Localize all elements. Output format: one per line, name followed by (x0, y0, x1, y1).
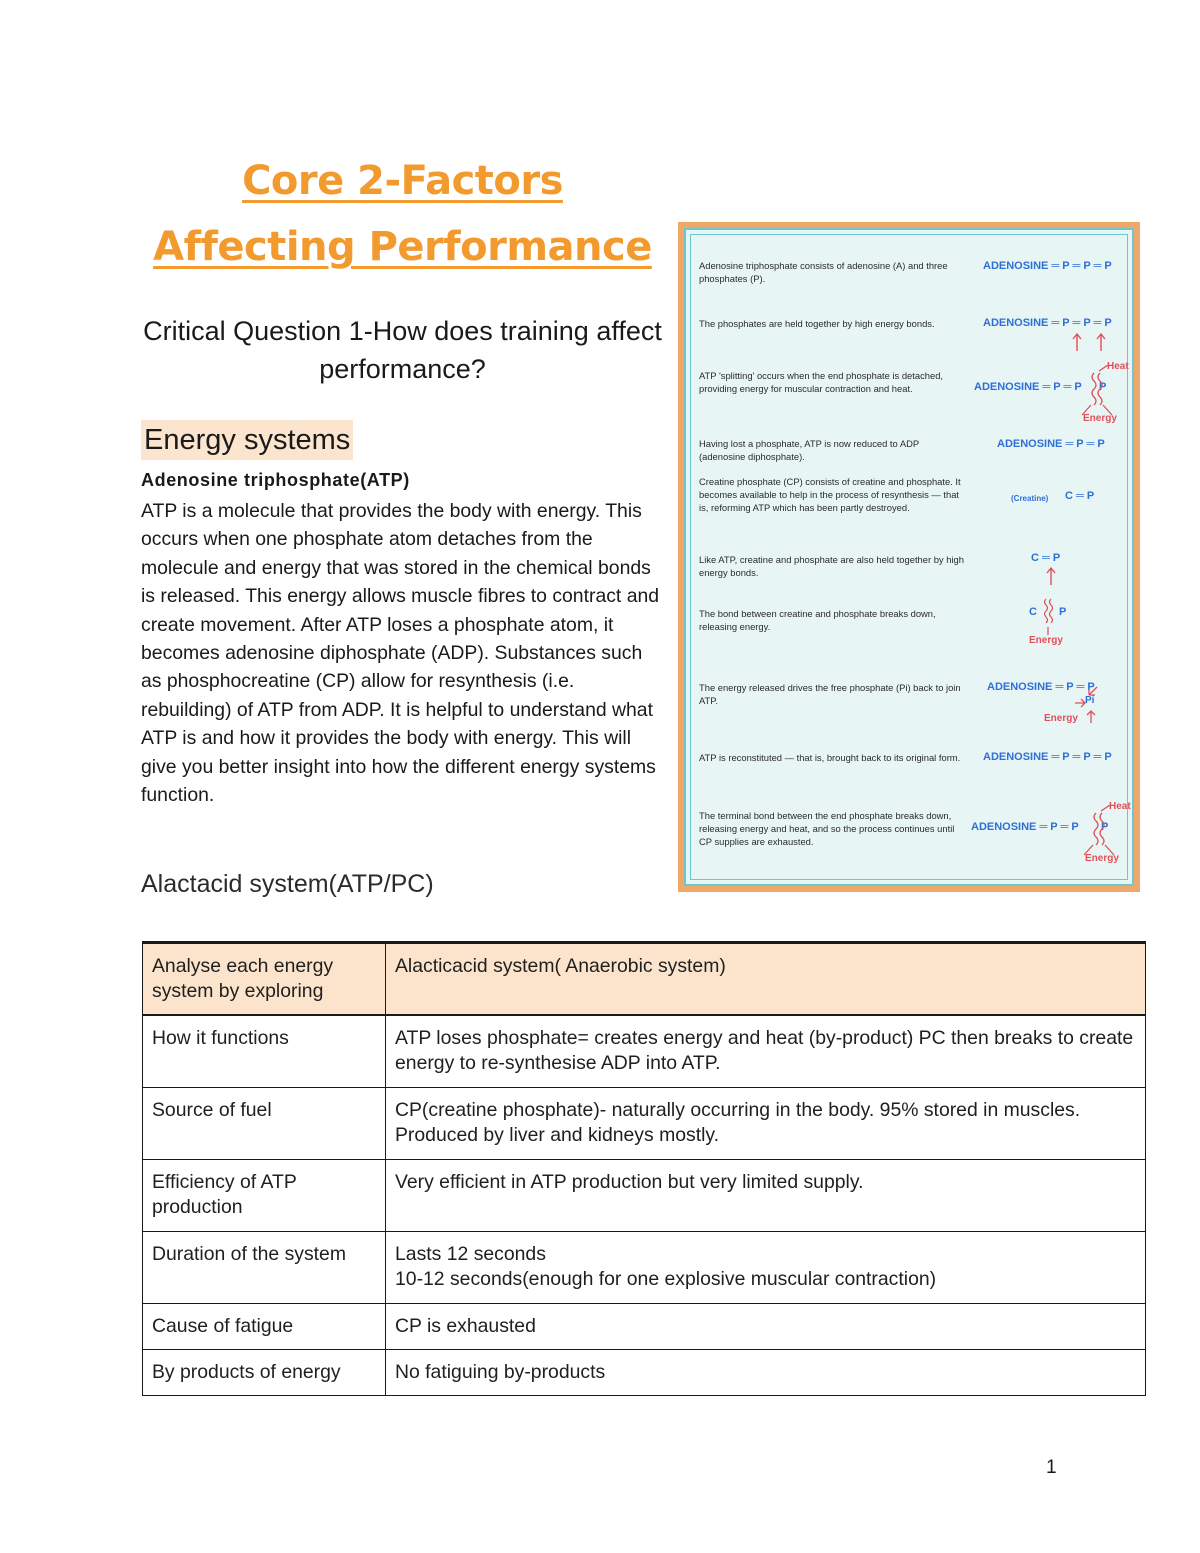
bond-break-icon (1036, 597, 1062, 637)
table-row-value: No fatiguing by-products (386, 1349, 1146, 1395)
table-row (143, 1087, 1146, 1159)
table-row-label: By products of energy (143, 1349, 386, 1395)
table-row (143, 1303, 1146, 1349)
bond-arrows-icon (1069, 331, 1119, 353)
critical-question: Critical Question 1-How does training affect performance? (143, 316, 662, 384)
table-row-label: Cause of fatigue (143, 1303, 386, 1349)
table-row-value: Lasts 12 seconds 10-12 seconds(enough for one explosive muscular contraction) (386, 1231, 1146, 1303)
table-row (143, 1159, 1146, 1231)
energy-label: Energy (1083, 413, 1117, 424)
page-title: Core 2-Factors Affecting Performance (153, 158, 652, 270)
table-row (143, 1015, 1146, 1087)
heat-label: Heat (1107, 361, 1129, 372)
atp-heading: Adenosine triphosphate(ATP) (141, 470, 410, 490)
energy-label: Energy (1044, 713, 1078, 724)
table-row-label: Source of fuel (143, 1087, 386, 1159)
energy-label: Energy (1029, 635, 1063, 646)
table-row-label: How it functions (143, 1015, 386, 1087)
table-row-value: CP(creatine phosphate)- naturally occurring in the body. 95% stored in muscles. Produced by liver and kidneys mostly. (386, 1087, 1146, 1159)
table-row-value: ATP loses phosphate= creates energy and heat (by-product) PC then breaks to create energy to re-synthesise ADP into ATP. (386, 1015, 1146, 1087)
alactacid-heading: Alactacid system(ATP/PC) (141, 870, 434, 898)
table-row-label: Duration of the system (143, 1231, 386, 1303)
bond-arrow-icon (1045, 565, 1057, 587)
table-row-label: Efficiency of ATP production (143, 1159, 386, 1231)
table-row (143, 1231, 1146, 1303)
energy-systems-heading: Energy systems (141, 420, 353, 460)
atp-paragraph: ATP is a molecule that provides the body with energy. This occurs when one phosphate atom detaches from the molecule and energy that was stored in the chemical bonds is released. This energy allows muscle fibres to contract and create movement. After ATP loses a phosphate atom, it becomes adenosine diphosphate (ADP). Substances such as phosphocreatine (CP) allow for resynthesis (i.e. rebuilding) of ATP from ADP. It is helpful to understand what ATP is and how it provides the body with energy. This will give you better insight into how the different energy systems function. (141, 500, 660, 807)
atp-cycle-figure: Adenosine triphosphate consists of adenosine (A) and three phosphates (P). ADENOSINE ═ P ═ P ═ P The phosphates are held together by high energy bonds. ADENOSINE ═ P ═ P ═ P ATP 'splitting' occurs when the end phosphate is detached, providing energy for muscular contraction and heat. ADENOSINE ═ P ═ P P Heat Energy Having lost a phosphate, ATP is now reduced to ADP (adenosine diphosphate). ADENOSINE ═ P ═ P Creatine phosphate (CP) consists of creatine and phosphate. It becomes available to help in the process of resynthesis — that is, reforming ATP which has been partly destroyed. (Creatine) C ═ P Like ATP, creatine and phosphate are also held together by high energy bonds. C ═ P The bond between creatine and phosphate breaks down, releasing energy. C P Energy The energy released drives the free phosphate (Pi) back to join ATP. ADENOSINE ═ P ═ P Pi Energy ATP is reconstituted — that is, brought back to its original form. ADENOSINE ═ P ═ P ═ P The terminal bond between the end phosphate breaks down, releasing energy and heat, and so the process continues until CP supplies are exhausted. ADENOSINE ═ P ═ P P Heat Energy (678, 222, 1140, 892)
energy-label: Energy (1085, 853, 1119, 864)
table-row-value: Very efficient in ATP production but very limited supply. (386, 1159, 1146, 1231)
table-row-value: CP is exhausted (386, 1303, 1146, 1349)
table-header-row (143, 943, 1146, 1016)
table-row (143, 1349, 1146, 1395)
table-header-cell: Analyse each energy system by exploring (143, 943, 386, 1016)
table-header-cell: Alacticacid system( Anaerobic system) (386, 943, 1146, 1016)
heat-label: Heat (1109, 801, 1131, 812)
alactacid-table (142, 941, 1146, 1396)
page-number: 1 (1046, 1457, 1057, 1478)
